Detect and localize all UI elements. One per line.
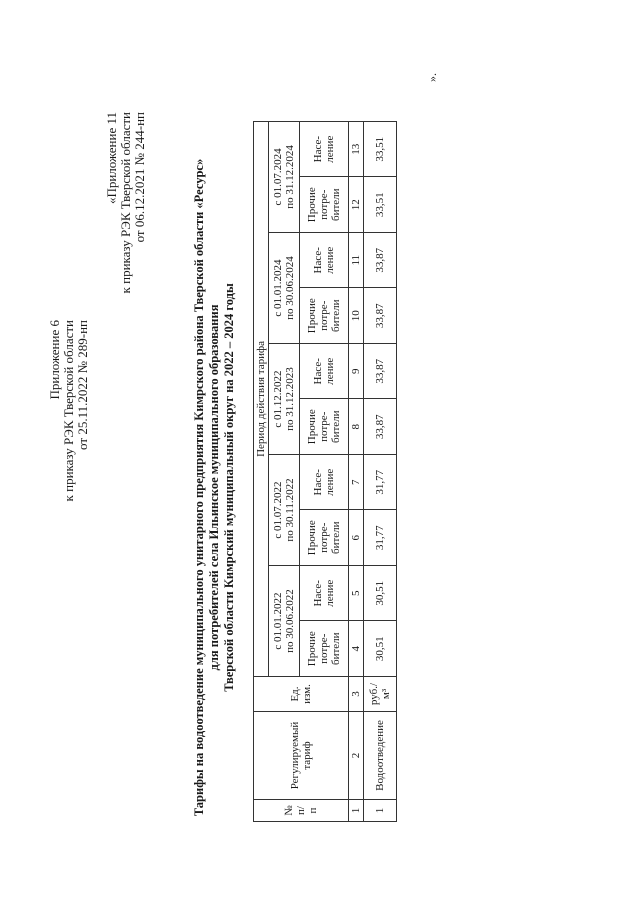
header-population: Насе- ление	[300, 566, 349, 622]
tariff-value: 33,87	[364, 344, 397, 400]
appendix-11-header	[105, 112, 147, 293]
header-period-range: с 01.07.2022 по 30.11.2022	[269, 455, 300, 566]
appendix-11-line-3: от 06.12.2021 № 244-нп	[132, 112, 147, 243]
appendix-11-line-2: к приказу РЭК Тверской области	[118, 112, 133, 294]
header-population: Насе- ление	[300, 344, 349, 400]
header-population: Насе- ление	[300, 121, 349, 177]
table-row	[364, 121, 397, 821]
tariff-value: 31,77	[364, 510, 397, 566]
header-tariff-period: Период действия тарифа	[254, 121, 269, 676]
row-tariff-name: Водоотведение	[364, 712, 397, 800]
header-population: Насе- ление	[300, 455, 349, 511]
header-number: № п/ п	[254, 800, 349, 822]
header-unit: Ед. изм.	[254, 677, 349, 712]
header-period-range: с 01.12.2022 по 31.12.2023	[269, 344, 300, 455]
tariff-value: 30,51	[364, 621, 397, 677]
header-period-range: с 01.01.2022 по 30.06.2022	[269, 566, 300, 677]
header-other-consumers: Прочие потре- бители	[300, 510, 349, 566]
column-number: 7	[349, 455, 364, 511]
column-number: 3	[349, 677, 364, 712]
header-period-range: с 01.07.2024 по 31.12.2024	[269, 121, 300, 232]
column-number: 2	[349, 712, 364, 800]
tariff-value: 33,87	[364, 399, 397, 455]
column-number: 13	[349, 121, 364, 177]
closing-quote: ».	[425, 73, 439, 82]
tariff-value: 33,51	[364, 121, 397, 177]
title-line-3: Тверской области Кимрский муниципальный округ на 2022 – 2024 годы	[222, 283, 236, 692]
header-regulated-tariff: Регулируемый тариф	[254, 712, 349, 800]
tariff-value: 33,51	[364, 177, 397, 233]
column-number: 4	[349, 621, 364, 677]
column-number: 5	[349, 566, 364, 622]
appendix-6-header	[48, 320, 90, 501]
tariff-value: 31,77	[364, 455, 397, 511]
appendix-6-line-2: к приказу РЭК Тверской области	[61, 320, 76, 502]
column-number: 9	[349, 344, 364, 400]
header-population: Насе- ление	[300, 233, 349, 289]
column-number: 11	[349, 233, 364, 289]
header-other-consumers: Прочие потре- бители	[300, 399, 349, 455]
header-other-consumers: Прочие потре- бители	[300, 177, 349, 233]
header-other-consumers: Прочие потре- бители	[300, 288, 349, 344]
tariff-value: 33,87	[364, 288, 397, 344]
appendix-6-line-3: от 25.11.2022 № 289-нп	[75, 320, 90, 450]
row-unit: руб./м³	[364, 677, 397, 712]
header-period-range: с 01.01.2024 по 30.06.2024	[269, 233, 300, 344]
column-number: 12	[349, 177, 364, 233]
appendix-6-line-1: Приложение 6	[47, 320, 62, 400]
document-title	[192, 140, 237, 835]
row-number: 1	[364, 800, 397, 822]
title-line-1: Тарифы на водоотведение муниципального унитарного предприятия Кимрского района Тверской области «Ресурс»	[192, 158, 206, 817]
tariff-table	[253, 121, 397, 822]
appendix-11-line-1: «Приложение 11	[104, 112, 119, 205]
column-number: 8	[349, 399, 364, 455]
column-number: 10	[349, 288, 364, 344]
column-number: 1	[349, 800, 364, 822]
tariff-value: 33,87	[364, 233, 397, 289]
tariff-value: 30,51	[364, 566, 397, 622]
title-line-2: для потребителей села Ильинское муниципального образования	[207, 304, 221, 671]
column-number: 6	[349, 510, 364, 566]
column-number-row	[349, 121, 364, 821]
header-other-consumers: Прочие потре- бители	[300, 621, 349, 677]
